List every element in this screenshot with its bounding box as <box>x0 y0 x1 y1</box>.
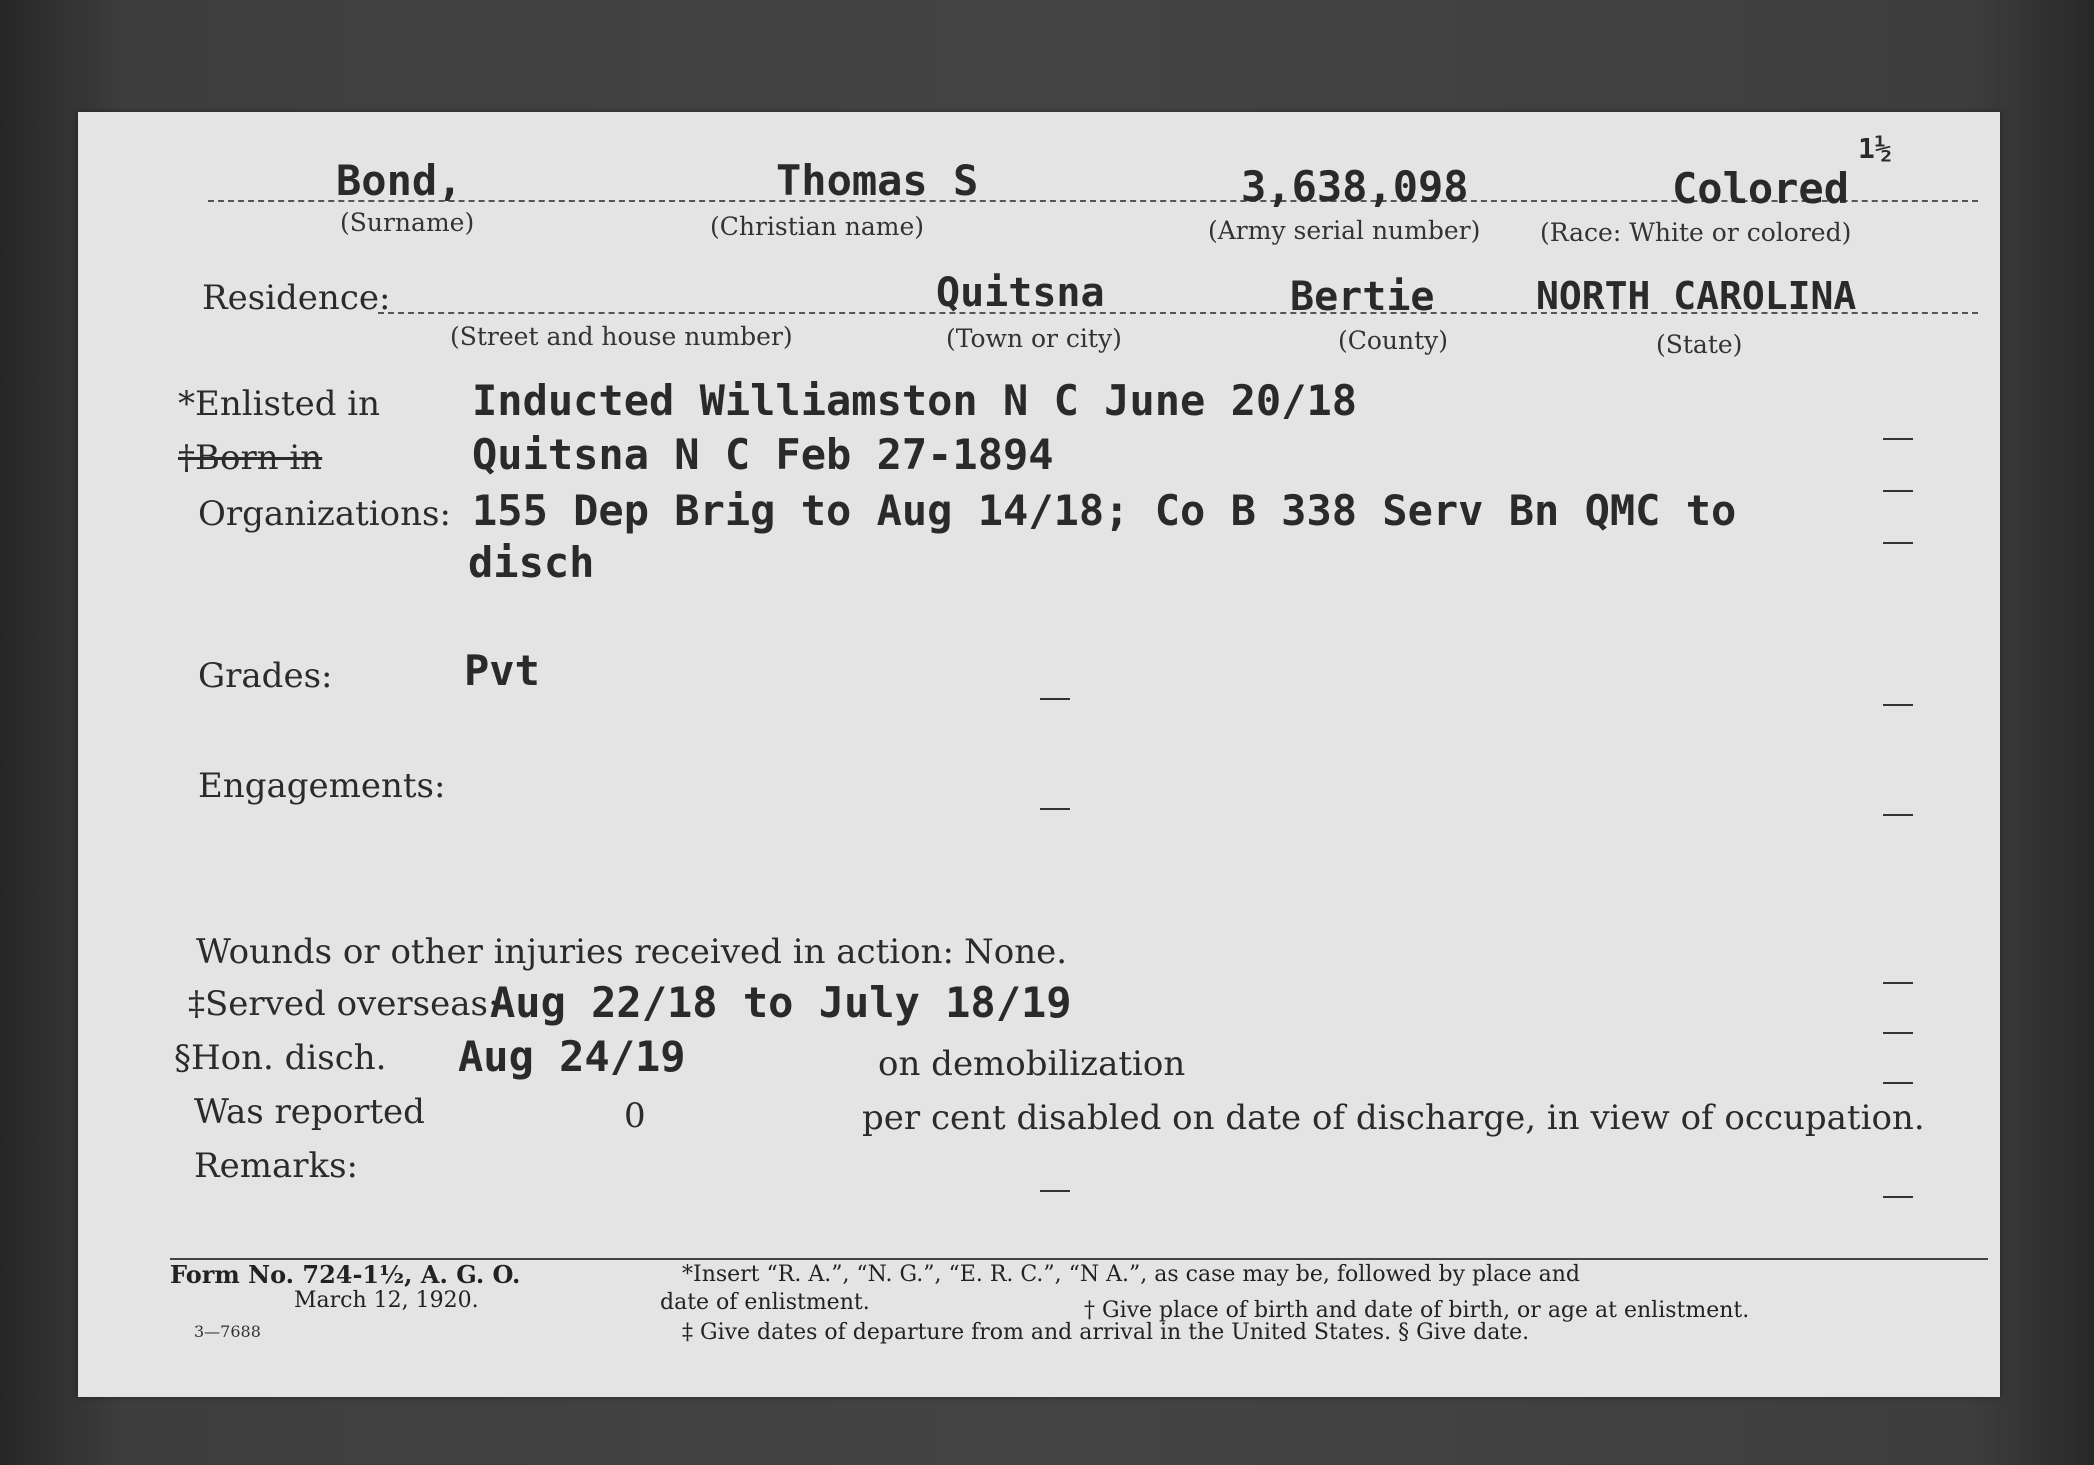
margin-dash <box>1883 814 1913 816</box>
surname-caption: (Surname) <box>340 208 475 237</box>
footnote-line-1: *Insert “R. A.”, “N. G.”, “E. R. C.”, “N A.”, as case may be, followed by place and <box>682 1262 1580 1287</box>
form-number: Form No. 724-1½, A. G. O. <box>170 1260 521 1289</box>
reported-note: per cent disabled on date of discharge, in view of occupation. <box>862 1098 1925 1138</box>
footnote-line-2: date of enlistment. <box>660 1290 870 1315</box>
served-overseas-label: ‡Served overseas: <box>188 984 500 1024</box>
reported-label: Was reported <box>194 1092 425 1132</box>
margin-dash <box>1883 982 1913 984</box>
born-value: Quitsna N C Feb 27-1894 <box>472 430 1054 479</box>
footnote-line-3: ‡ Give dates of departure from and arrival in the United States. § Give date. <box>682 1320 1530 1345</box>
form-date: March 12, 1920. <box>294 1288 479 1313</box>
race-value: Colored <box>1672 164 1850 213</box>
margin-dash <box>1040 698 1070 700</box>
served-overseas-value: Aug 22/18 to July 18/19 <box>490 978 1072 1027</box>
engagements-label: Engagements: <box>198 766 446 806</box>
remarks-label: Remarks: <box>194 1146 358 1186</box>
town-caption: (Town or city) <box>946 324 1122 353</box>
born-label: †Born in <box>178 438 323 478</box>
christian-name-caption: (Christian name) <box>710 212 925 241</box>
enlisted-value: Inducted Williamston N C June 20/18 <box>472 376 1358 425</box>
hon-disch-note: on demobilization <box>878 1044 1186 1084</box>
state-caption: (State) <box>1656 330 1743 359</box>
hon-disch-label: §Hon. disch. <box>174 1038 387 1078</box>
footnote-line-2b: † Give place of birth and date of birth, or age at enlistment. <box>1084 1298 1750 1323</box>
page-marker: 1½ <box>1858 132 1892 165</box>
grades-label: Grades: <box>198 656 333 696</box>
organizations-line-1: 155 Dep Brig to Aug 14/18; Co B 338 Serv Bn QMC to <box>472 486 1737 535</box>
margin-dash <box>1883 490 1913 492</box>
grades-value: Pvt <box>464 646 540 695</box>
state-value: NORTH CAROLINA <box>1536 274 1857 318</box>
residence-label: Residence: <box>202 278 391 318</box>
reported-value: 0 <box>624 1096 646 1136</box>
margin-dash <box>1883 542 1913 544</box>
print-number: 3—7688 <box>194 1322 261 1341</box>
margin-dash <box>1883 1082 1913 1084</box>
christian-name-value: Thomas S <box>776 156 979 205</box>
margin-dash <box>1883 1032 1913 1034</box>
serial-number-value: 3,638,098 <box>1241 162 1469 211</box>
organizations-line-2: disch <box>468 538 595 587</box>
street-caption: (Street and house number) <box>450 322 793 351</box>
county-caption: (County) <box>1338 326 1449 355</box>
surname-value: Bond, <box>336 156 463 205</box>
organizations-label: Organizations: <box>198 494 451 534</box>
service-record-card <box>78 112 2000 1397</box>
margin-dash <box>1883 438 1913 440</box>
margin-dash <box>1040 808 1070 810</box>
margin-dash <box>1883 1196 1913 1198</box>
serial-number-caption: (Army serial number) <box>1208 216 1481 245</box>
county-value: Bertie <box>1290 274 1435 320</box>
race-caption: (Race: White or colored) <box>1540 218 1852 247</box>
margin-dash <box>1883 704 1913 706</box>
wounds-value: None. <box>964 932 1068 972</box>
wounds-label: Wounds or other injuries received in action: <box>196 932 954 972</box>
hon-disch-value: Aug 24/19 <box>458 1032 686 1081</box>
town-value: Quitsna <box>936 270 1105 316</box>
enlisted-label: *Enlisted in <box>178 384 381 424</box>
margin-dash <box>1040 1190 1070 1192</box>
